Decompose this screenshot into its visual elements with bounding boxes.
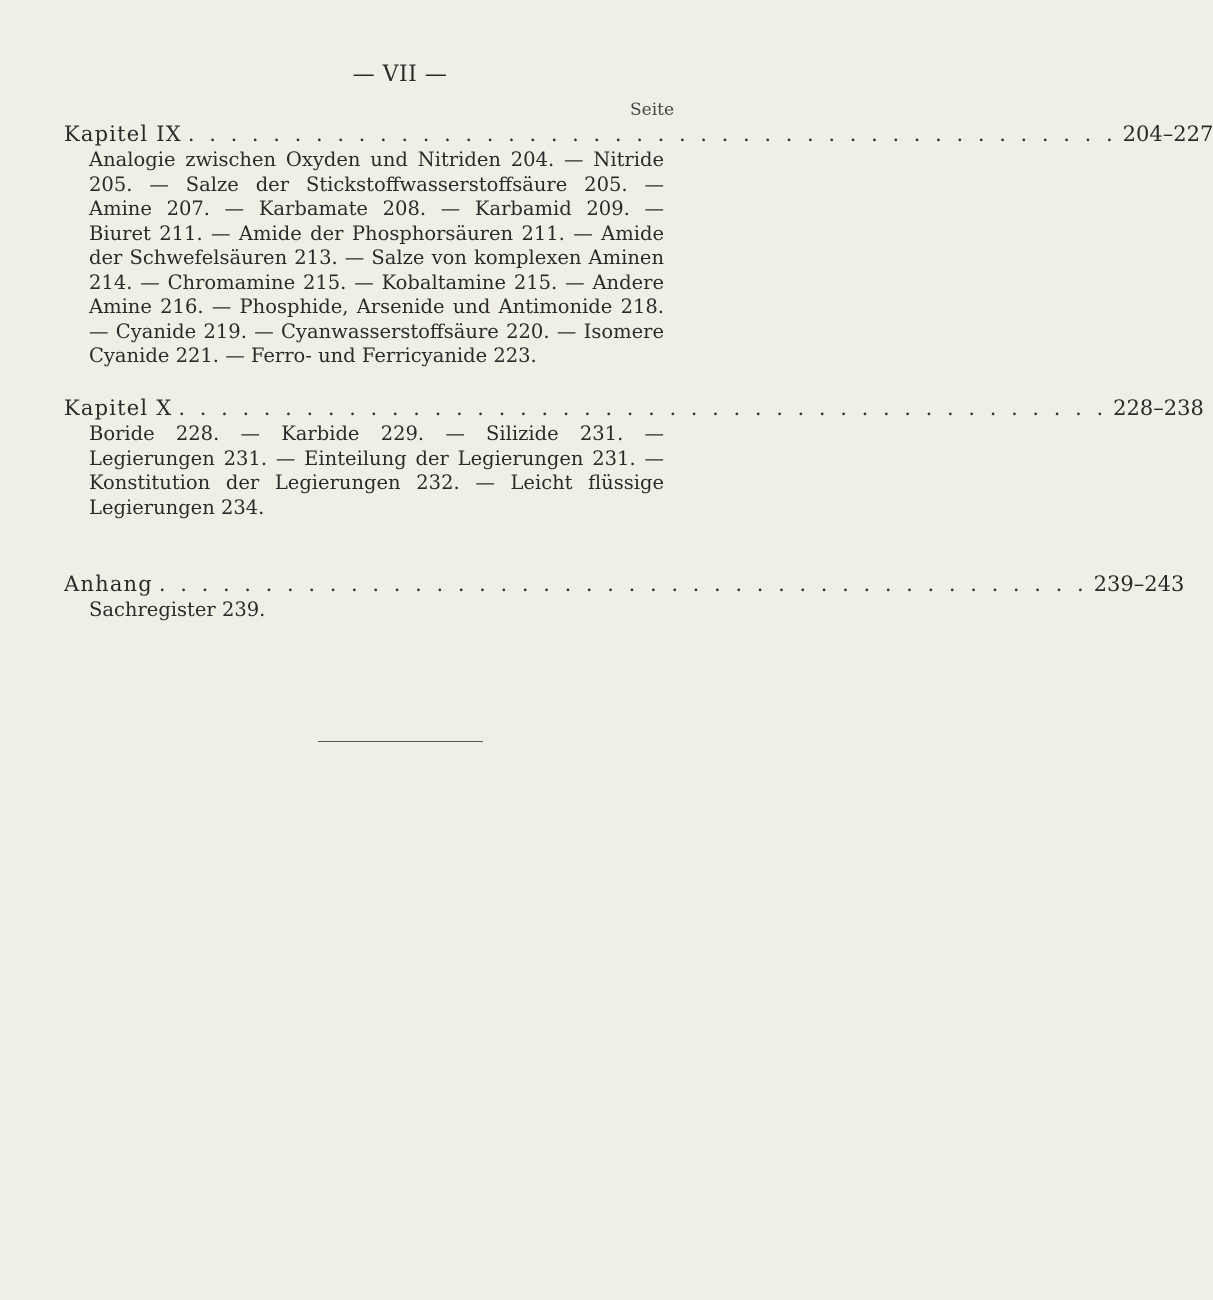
toc-entry-kapitel-x [64,394,1204,520]
seite-column-label: Seite [630,100,675,120]
toc-entry-heading [64,120,1213,148]
chapter-contents: Boride 228. — Karbide 229. — Silizide 231. — Legierungen 231. — Einteilung der Legierungen 231. — Konstitution der Legierungen 232. — Leicht flüssige Legierungen 234. [89,422,664,519]
dot-leader: . . . . . . . . . . . . . . . . . . . . . . . . . . . . . . . . . . . . . . . . . . . . [187,122,1117,146]
chapter-contents: Analogie zwischen Oxyden und Nitriden 204. — Nitride 205. — Salze der Stickstoffwasserstoffsäure 205. — Amine 207. — Karbamate 208. — Karbamid 209. — Biuret 211. — Amide der Phosphorsäuren 211. — Amide der Schwefelsäuren 213. — Salze von komplexen Aminen 214. — Chromamine 215. — Kobaltamine 215. — Andere Amine 216. — Phosphide, Arsenide und Antimonide 218. — Cyanide 219. — Cyanwasserstoffsäure 220. — Isomere Cyanide 221. — Ferro- und Ferricyanide 223. [89,148,664,367]
page-range: 204–227 [1122,122,1213,146]
dot-leader: . . . . . . . . . . . . . . . . . . . . . . . . . . . . . . . . . . . . . . . . . . . . [158,572,1088,596]
toc-entry-heading [64,394,1204,422]
toc-entry-kapitel-ix [64,120,1213,369]
chapter-title: Kapitel IX [64,122,182,146]
chapter-title: Kapitel X [64,396,173,420]
chapter-contents: Sachregister 239. [89,598,266,621]
page-range: 239–243 [1093,572,1185,596]
page-number-header: — VII — [352,62,448,87]
toc-entry-anhang [64,570,1185,623]
chapter-title: Anhang [64,572,153,596]
section-divider-rule [318,741,483,742]
dot-leader: . . . . . . . . . . . . . . . . . . . . . . . . . . . . . . . . . . . . . . . . . . . . [178,396,1108,420]
toc-entry-heading [64,570,1185,598]
page-range: 228–238 [1113,396,1204,420]
